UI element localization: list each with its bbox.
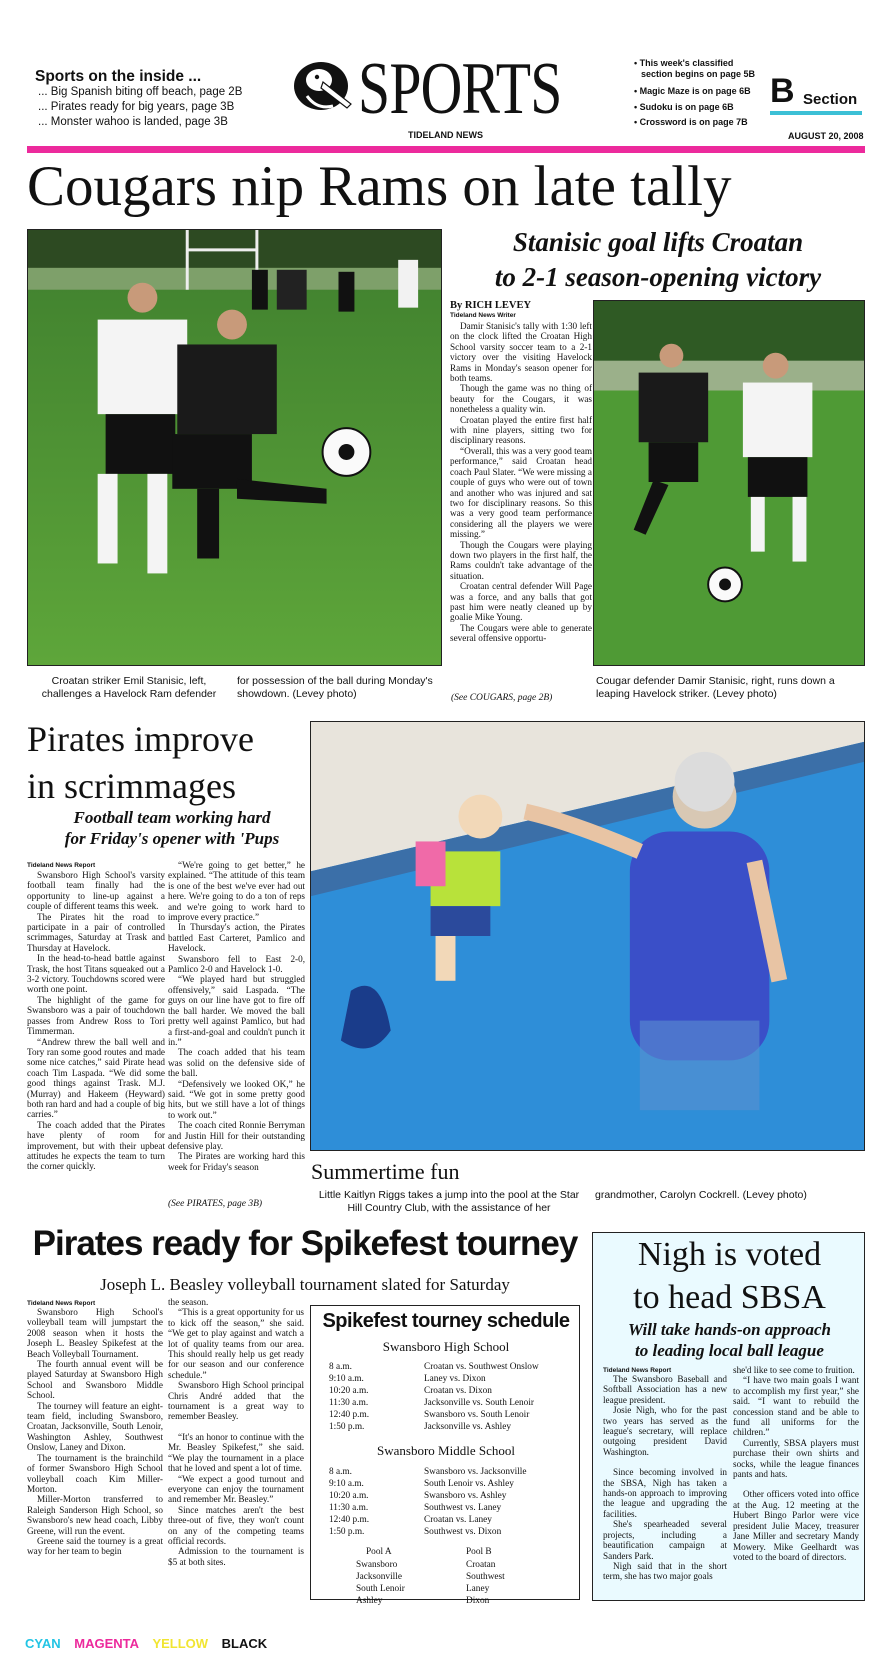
paragraph: In Thursday's action, the Pirates battled East Carteret, Pamlico and Havelock. — [168, 922, 305, 954]
pool-b-label: Pool B — [466, 1547, 492, 1557]
color-cyan: CYAN — [25, 1636, 61, 1651]
issue-date: AUGUST 20, 2008 — [788, 131, 864, 141]
paragraph: Swansboro High School's varsity football team finally had the opportunity to line-up against a couple of different teams this week. — [27, 870, 165, 912]
pool-team: Croatan — [466, 1560, 496, 1570]
game-match: Laney vs. Dixon — [424, 1374, 486, 1384]
photo-caption: Croatan striker Emil Stanisic, left, challenges a Havelock Ram defender — [41, 675, 217, 700]
deck-line: for Friday's opener with 'Pups — [64, 829, 280, 848]
pool-team: Swansboro — [356, 1560, 398, 1570]
byline: By RICH LEVEY — [450, 300, 532, 311]
game-match: Southwest vs. Laney — [424, 1503, 502, 1513]
nigh-story-box — [592, 1232, 865, 1601]
photo-feature-title: Summertime fun — [311, 1159, 460, 1184]
deck-line: Will take hands-on approach — [628, 1320, 831, 1339]
headline-line: Pirates improve — [27, 719, 254, 759]
color-black: BLACK — [221, 1636, 268, 1651]
nigh-headline[interactable] — [593, 1233, 866, 1319]
pool-a-label: Pool A — [366, 1547, 392, 1557]
deck-line: Football team working hard — [73, 808, 271, 827]
paragraph: Currently, SBSA players must purchase their own shirts and socks, while the league finances pants and hats. — [733, 1437, 859, 1480]
paragraph: Croatan central defender Will Page was a force, and any balls that got past him were neatly cleaned up by goalie Mike Young. — [450, 581, 592, 623]
color-magenta: MAGENTA — [74, 1636, 140, 1651]
byline-role: Tideland News Report — [603, 1367, 672, 1374]
lead-story-body — [450, 321, 592, 644]
toc-item[interactable]: section begins on page 5B — [641, 69, 756, 79]
byline-role: Tideland News Report — [27, 862, 96, 869]
paragraph: “It's an honor to continue with the Mr. Beasley Spikefest,” she said. “We play the tournament in a place that he loved and spent a lot of time. — [168, 1431, 304, 1474]
game-time: 10:20 a.m. — [329, 1386, 369, 1396]
photo-caption: for possession of the ball during Monday's showdown. (Levey photo) — [237, 675, 433, 700]
schedule-row — [329, 1490, 579, 1502]
paragraph: “We expect a good turnout and everyone can enjoy the tournament and remember Mr. Beasley.” — [168, 1473, 304, 1505]
game-time: 12:40 p.m. — [329, 1410, 370, 1420]
pool-team: South Lenoir — [356, 1584, 405, 1594]
game-match: Southwest vs. Dixon — [424, 1527, 502, 1537]
paragraph: The coach added that the Pirates have plenty of room for improvement, but with their upbeat attitudes he expects the team to turn the corner quickly. — [27, 1119, 165, 1172]
spikefest-column-1 — [27, 1307, 163, 1557]
paragraph: Swansboro High School principal Chris André added that the tournament is a great way to remember Beasley. — [168, 1380, 304, 1422]
schedule-row — [329, 1361, 579, 1373]
pelican-logo-icon — [293, 56, 353, 116]
game-time: 9:10 a.m. — [329, 1374, 364, 1384]
paragraph: Though the Cougars were playing down two players in the first half, the Rams couldn't take advantage of the situation. — [450, 539, 592, 581]
toc-item[interactable]: • This week's classified — [634, 58, 734, 68]
color-yellow: YELLOW — [152, 1636, 209, 1651]
paragraph: “Defensively we looked OK,” he said. “We got in some pretty good hits, but we still have a lot of things to work out.” — [168, 1078, 305, 1120]
headline-line: to head SBSA — [633, 1279, 826, 1316]
nigh-column-1 — [603, 1374, 727, 1582]
paragraph: Since matches aren't the best three-out of five, they won't count on any of the competing teams official records. — [168, 1504, 304, 1546]
soccer-photo-left — [27, 229, 442, 666]
game-time: 11:30 a.m. — [329, 1398, 369, 1408]
paragraph: “We're going to get better,” he explained. “The attitude of this team is one of the best we've ever had out here. We're going to do a ton of reps and we're going to work hard to improve every practice.” — [168, 860, 305, 923]
paragraph: The Pirates hit the road to participate in a pair of controlled scrimmages, Saturday at Trask and Thursday at Havelock. — [27, 911, 165, 953]
schedule-venue: Swansboro High School — [382, 1339, 510, 1354]
paragraph: Though the game was no thing of beauty for the Cougars, it was nonetheless a quality win. — [450, 383, 592, 415]
game-match: Swansboro vs. Ashley — [424, 1491, 507, 1501]
section-label: Section — [803, 91, 858, 108]
pool-team: Ashley — [356, 1596, 383, 1606]
schedule-box — [310, 1305, 580, 1606]
spikefest-headline[interactable]: Pirates ready for Spikefest tourney — [32, 1224, 578, 1263]
game-time: 11:30 a.m. — [329, 1503, 369, 1513]
paragraph: In the head-to-head battle against Trask, the host Titans squeaked out a 3-2 victory. Touchdowns scored were worth one point. — [27, 953, 165, 995]
paragraph: Nigh said that in the short term, she has two major goals — [603, 1560, 727, 1582]
inside-item[interactable]: ... Big Spanish biting off beach, page 2B — [38, 86, 243, 98]
paragraph: Greene said the tourney is a great way for her team to begin — [27, 1535, 163, 1557]
pool-photo — [310, 721, 865, 1151]
paragraph: The fourth annual event will be played Saturday at Swansboro High School and Swansboro Middle School. — [27, 1359, 163, 1401]
paragraph: The Cougars were able to generate several offensive opportu- — [450, 622, 592, 644]
nigh-deck — [593, 1319, 866, 1361]
masthead-rule — [27, 146, 865, 153]
game-match: Croatan vs. Laney — [424, 1515, 492, 1525]
paragraph: Miller-Morton transferred to Raleigh Sanderson High School, so Swansboro's new head coach, Libby Greene, will run the event. — [27, 1494, 163, 1536]
schedule-row — [329, 1514, 579, 1526]
game-match: Swansboro vs. Jacksonville — [424, 1467, 527, 1477]
paragraph: She's spearheaded several projects, including a beautification campaign at Sanders Park. — [603, 1519, 727, 1561]
game-match: Croatan vs. Southwest Onslow — [424, 1362, 539, 1372]
game-match: South Lenoir vs. Ashley — [424, 1479, 514, 1489]
game-time: 8 a.m. — [329, 1467, 352, 1477]
schedule-row — [329, 1409, 579, 1421]
lead-headline[interactable]: Cougars nip Rams on late tally — [27, 155, 732, 218]
paper-name: TIDELAND NEWS — [408, 130, 483, 140]
deck-line: to leading local ball league — [635, 1341, 824, 1360]
pool-a-list — [356, 1559, 405, 1607]
paragraph: The highlight of the game for Swansboro was a pair of touchdown passes from Andrew Ross to Tori Timmerman. — [27, 994, 165, 1037]
paragraph: The tournament is the brainchild of former Swansboro High School volleyball coach Kim Miller-Morton. — [27, 1452, 163, 1494]
schedule-row — [329, 1385, 579, 1397]
inside-title: Sports on the inside ... — [35, 68, 202, 85]
paragraph: The Swansboro Baseball and Softball Association has a new league president. — [603, 1374, 727, 1405]
paragraph: Damir Stanisic's tally with 1:30 left on the clock lifted the Croatan High School varsity soccer team to a 2-1 victory over the visiting Havelock Rams in Monday's season opener for both teams. — [450, 321, 592, 384]
schedule-row — [329, 1502, 579, 1514]
spikefest-column-2 — [168, 1297, 304, 1567]
print-color-bar — [25, 1636, 277, 1651]
paragraph: The coach cited Ronnie Berryman and Justin Hill for their outstanding defensive play. — [168, 1120, 305, 1151]
spikefest-deck: Joseph L. Beasley volleyball tournament slated for Saturday — [100, 1275, 510, 1294]
pool-team: Dixon — [466, 1596, 490, 1606]
game-match: Jacksonville vs. South Lenoir — [424, 1398, 535, 1408]
pirates-column-1 — [27, 870, 165, 1172]
photo-caption: Cougar defender Damir Stanisic, right, runs down a leaping Havelock striker. (Levey photo) — [596, 675, 835, 700]
toc-item[interactable]: • Crossword is on page 7B — [634, 117, 748, 127]
soccer-photo-right — [593, 300, 865, 666]
inside-item[interactable]: ... Monster wahoo is landed, page 3B — [38, 116, 228, 128]
pool-team: Laney — [466, 1584, 490, 1594]
game-time: 9:10 a.m. — [329, 1479, 364, 1489]
schedule-row — [329, 1421, 579, 1433]
paragraph: The coach added that his team was solid on the defensive side of the ball. — [168, 1047, 305, 1079]
game-match: Jacksonville vs. Ashley — [424, 1422, 512, 1432]
paragraph: Swansboro High School's volleyball team will jumpstart the 2008 season when it hosts the Joseph L. Beasley Spikefest at the Beach Volleyball Tournament. — [27, 1307, 163, 1359]
pirates-column-2 — [168, 860, 305, 1172]
schedule-row — [329, 1373, 579, 1385]
schedule-title: Spikefest tourney schedule — [322, 1310, 570, 1332]
game-time: 1:50 p.m. — [329, 1527, 365, 1537]
nigh-column-2 — [733, 1365, 859, 1562]
lead-deck-line: Stanisic goal lifts Croatan — [512, 227, 804, 257]
paragraph: The tourney will feature an eight-team field, including Swansboro, Croatan, Jacksonville, South Lenoir, Washington Ashley, Southwest Onslow, Laney and Dixon. — [27, 1400, 163, 1453]
game-time: 8 a.m. — [329, 1362, 352, 1372]
schedule-row — [329, 1526, 579, 1538]
pirates-headline[interactable] — [27, 716, 317, 810]
continued-link[interactable]: (See COUGARS, page 2B) — [451, 693, 553, 703]
byline-role: Tideland News Report — [27, 1300, 96, 1307]
lead-deck-line: to 2-1 season-opening victory — [494, 262, 822, 292]
section-letter: B — [770, 72, 795, 110]
lead-deck — [448, 225, 868, 295]
schedule-venue: Swansboro Middle School — [377, 1443, 515, 1458]
game-time: 1:50 p.m. — [329, 1422, 365, 1432]
game-match: Swansboro vs. South Lenoir — [424, 1410, 530, 1420]
game-time: 10:20 a.m. — [329, 1491, 369, 1501]
headline-line: Nigh is voted — [637, 1236, 822, 1273]
byline-role: Tideland News Writer — [450, 312, 516, 319]
pool-team: Southwest — [466, 1572, 505, 1582]
paragraph: The Pirates are working hard this week for Friday's season — [168, 1151, 305, 1172]
photo-caption: Little Kaitlyn Riggs takes a jump into the pool at the Star Hill Country Club, with the assistance of her — [318, 1189, 580, 1214]
continued-link[interactable]: (See PIRATES, page 3B) — [168, 1199, 263, 1209]
inside-item[interactable]: ... Pirates ready for big years, page 3B — [38, 101, 235, 113]
schedule-row — [329, 1478, 579, 1490]
section-title: SPORTS — [358, 48, 562, 130]
section-rule — [770, 111, 862, 115]
toc-item[interactable]: • Sudoku is on page 6B — [634, 102, 734, 112]
paragraph: the season. — [168, 1297, 209, 1307]
photo-caption: grandmother, Carolyn Cockrell. (Levey photo) — [595, 1189, 807, 1201]
schedule-row — [329, 1466, 579, 1478]
game-match: Croatan vs. Dixon — [424, 1386, 492, 1396]
paragraph: Other officers voted into office at the Aug. 12 meeting at the Hubert Bingo Parlor were vice president Julie Macey, treasurer Jane Miller and secretary Mandy Mowery. Mike Geelhardt was voted to the board of directors. — [733, 1489, 859, 1562]
paragraph: “Overall, this was a very good team performance,” said Croatan head coach Paul Slater. “We were missing a couple of guys who were out of town and another who was injured and sat two for disciplinary reasons. So this was a very good team performance considering all the players we were missing.” — [450, 445, 592, 540]
game-time: 12:40 p.m. — [329, 1515, 370, 1525]
pool-b-list — [466, 1559, 505, 1607]
headline-line: in scrimmages — [27, 766, 236, 806]
schedule-row — [329, 1397, 579, 1409]
paragraph: “We played hard but struggled offensively,” said Laspada. “The guys on our line have got to fire off the ball harder. We moved the ball pretty well against Pamlico, but had a first-and-goal and couldn't punch it in.” — [168, 974, 305, 1047]
paragraph: Since becoming involved in the SBSA, Nigh has taken a hands-on approach to improving the league and upgrading the facilities. — [603, 1467, 727, 1519]
paragraph: Swansboro fell to East 2-0, Pamlico 2-0 and Havelock 1-0. — [168, 953, 305, 975]
paragraph: Admission to the tournament is $5 at both sites. — [168, 1546, 304, 1567]
pirates-deck — [27, 807, 317, 849]
paragraph: she'd like to see come to fruition. — [733, 1365, 855, 1375]
paragraph: “Andrew threw the ball well and Tory ran some good routes and made some nice catches,” said Pirate head coach Tim Laspada. “We did some good things against Trask. M.J. (Murray) and Hakeem (Heyward) both ran hard and had a couple of big carries.” — [27, 1036, 165, 1120]
paragraph: “This is a great opportunity for us to kick off the season,” she said. “We get to play against and watch a lot of quality teams from our area. This should really help us get ready for our season and our conference schedule.” — [168, 1307, 304, 1380]
paragraph: “I have two main goals I want to accomplish my first year,” she said. “I want to rebuild the concession stand and be able to fund all uniforms for the children.” — [733, 1375, 859, 1438]
paragraph: Croatan played the entire first half with nine players, sitting two for disciplinary reasons. — [450, 414, 592, 446]
paragraph: Josie Nigh, who for the past two years has served as the league's secretary, will replace outgoing president David Washington. — [603, 1405, 727, 1457]
toc-item[interactable]: • Magic Maze is on page 6B — [634, 86, 751, 96]
pool-team: Jacksonville — [356, 1572, 402, 1582]
